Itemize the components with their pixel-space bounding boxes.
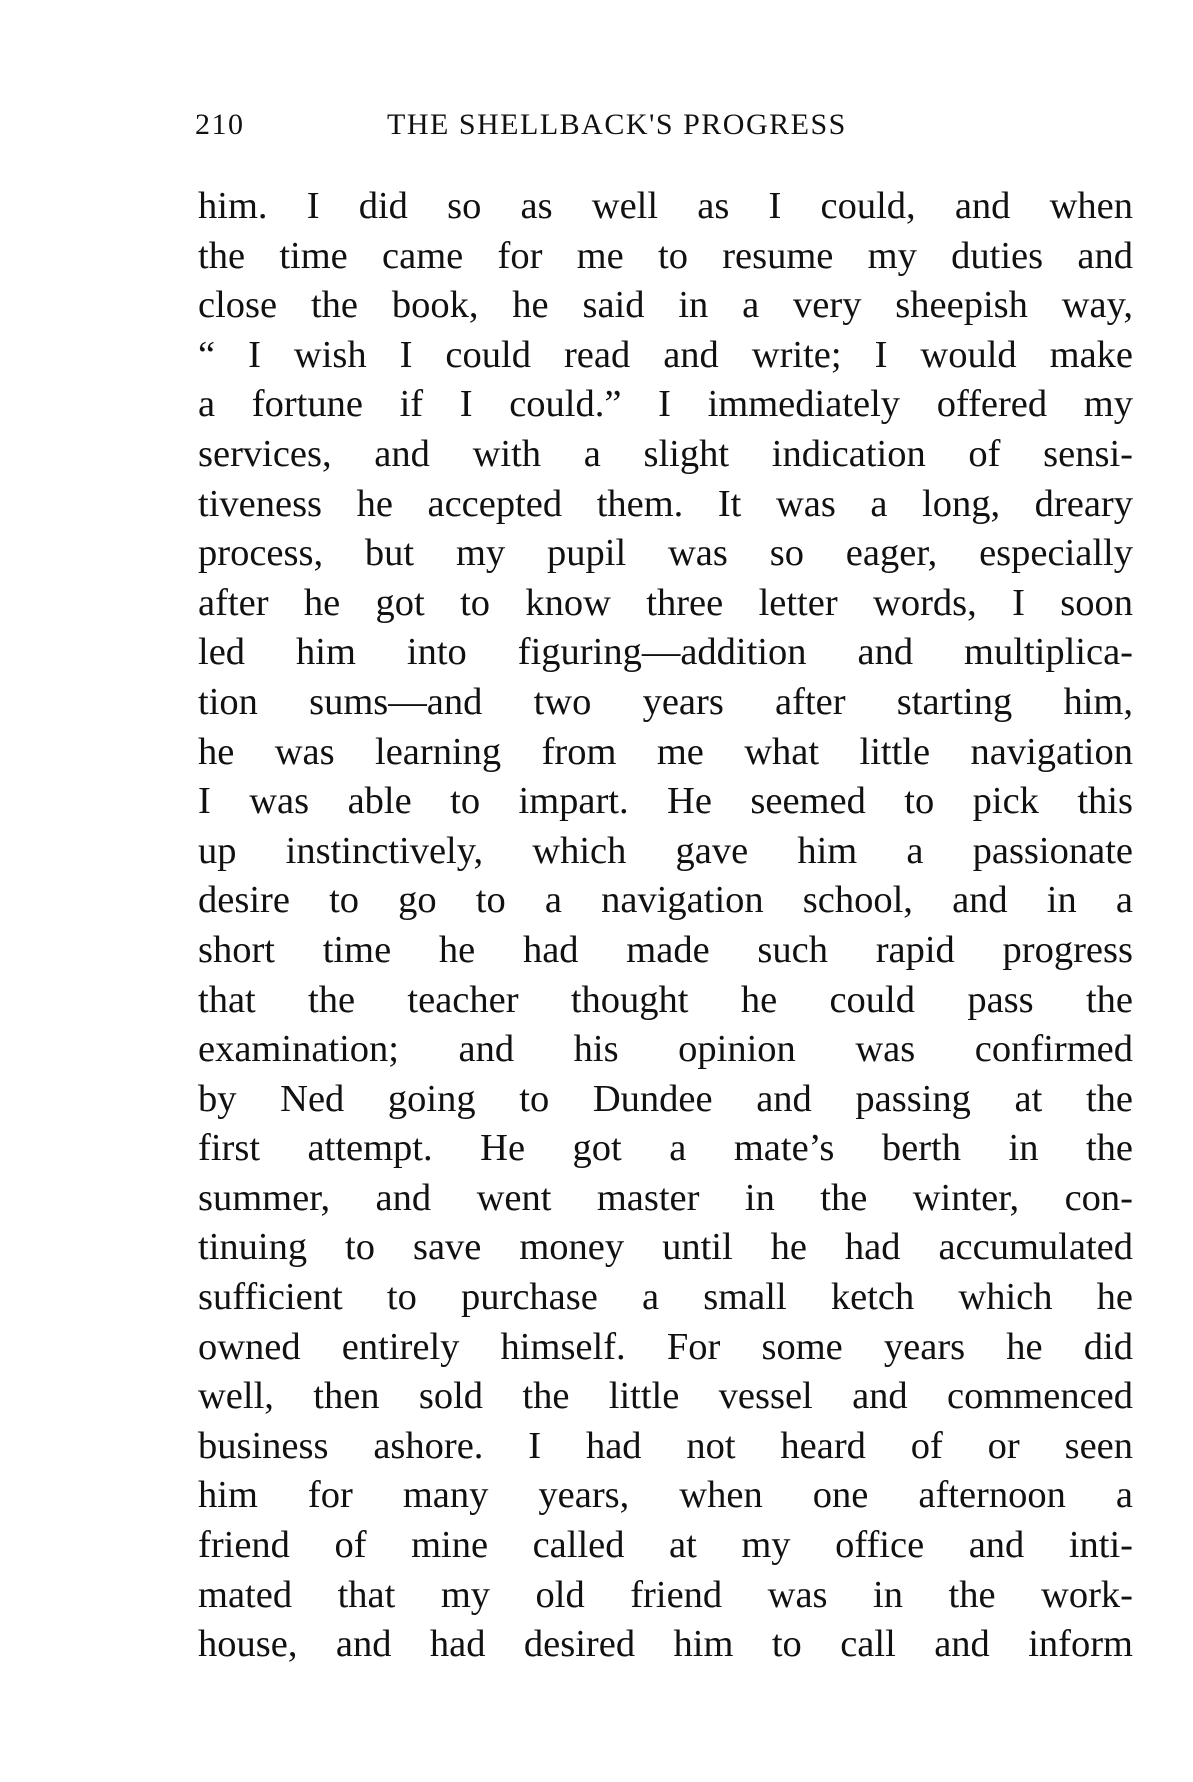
text-line: short time he had made such rapid progress <box>198 928 1133 971</box>
text-line: tion sums—and two years after starting him, <box>198 680 1133 723</box>
text-line: desire to go to a navigation school, and in a <box>198 879 1133 922</box>
text-line: owned entirely himself. For some years he did <box>198 1325 1133 1368</box>
text-line: him for many years, when one afternoon a <box>198 1474 1133 1517</box>
text-line: process, but my pupil was so eager, especially <box>198 532 1133 575</box>
text-line: well, then sold the little vessel and commenced <box>198 1375 1133 1418</box>
text-line: services, and with a slight indication of sensi- <box>198 432 1133 475</box>
text-line: “ I wish I could read and write; I would make <box>198 333 1133 376</box>
body-text <box>198 182 1133 1670</box>
text-line: summer, and went master in the winter, con- <box>198 1176 1133 1219</box>
text-line: the time came for me to resume my duties and <box>198 234 1133 277</box>
text-line: mated that my old friend was in the work- <box>198 1573 1133 1616</box>
text-line: sufficient to purchase a small ketch which he <box>198 1276 1133 1319</box>
text-line: him. I did so as well as I could, and when <box>198 185 1133 227</box>
text-line: close the book, he said in a very sheepish way, <box>198 284 1133 327</box>
running-head <box>195 108 1135 148</box>
text-line: house, and had desired him to call and inform <box>198 1623 1133 1666</box>
text-line: that the teacher thought he could pass the <box>198 978 1133 1021</box>
text-line: tiveness he accepted them. It was a long, dreary <box>198 482 1133 525</box>
text-line: after he got to know three letter words, I soon <box>198 581 1133 624</box>
text-line: he was learning from me what little navigation <box>198 730 1133 773</box>
text-line: I was able to impart. He seemed to pick this <box>198 780 1133 823</box>
text-line: examination; and his opinion was confirmed <box>198 1028 1133 1071</box>
running-title: THE SHELLBACK'S PROGRESS <box>387 108 847 141</box>
text-line: led him into figuring—addition and multiplica- <box>198 631 1133 674</box>
text-line: business ashore. I had not heard of or seen <box>198 1424 1133 1467</box>
text-line: tinuing to save money until he had accumulated <box>198 1226 1133 1269</box>
text-line: first attempt. He got a mate’s berth in the <box>198 1127 1133 1170</box>
text-line: by Ned going to Dundee and passing at the <box>198 1077 1133 1120</box>
text-line: up instinctively, which gave him a passionate <box>198 829 1133 872</box>
page-number: 210 <box>195 108 245 141</box>
text-line: a fortune if I could.” I immediately offered my <box>198 383 1133 426</box>
text-line: friend of mine called at my office and inti- <box>198 1524 1133 1567</box>
